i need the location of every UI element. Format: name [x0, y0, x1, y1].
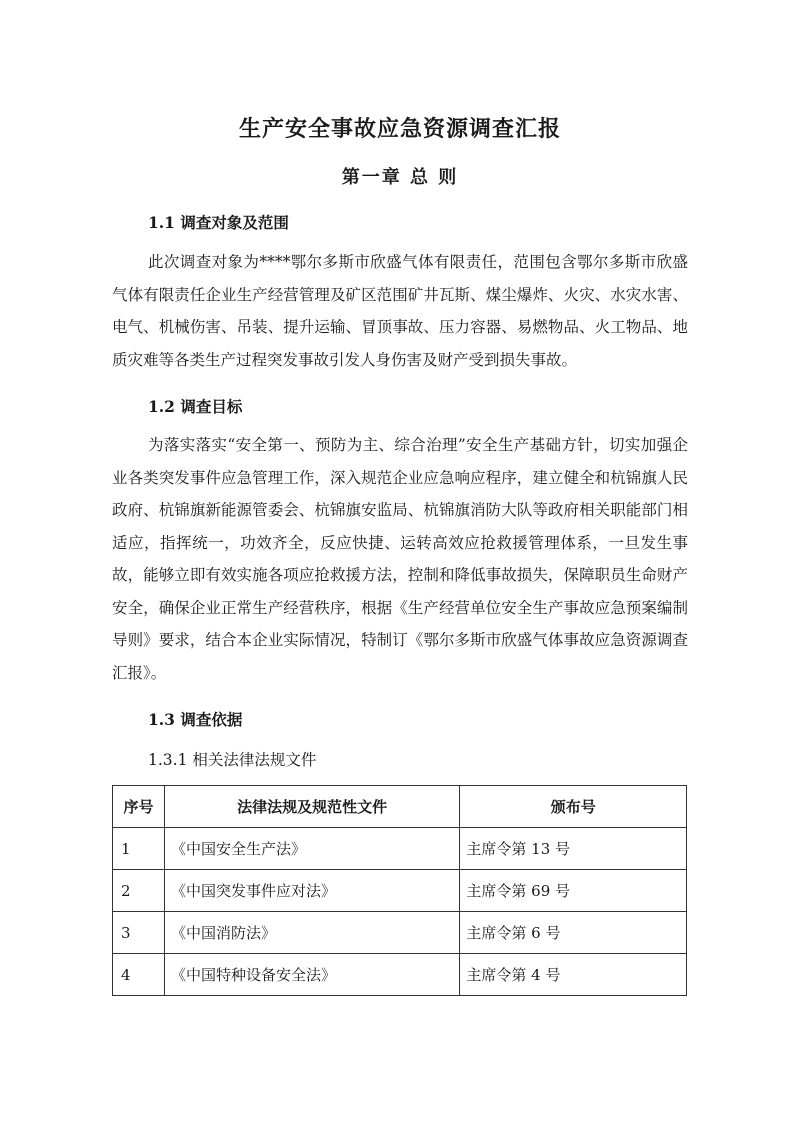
- cell-law: 《中国消防法》: [164, 912, 459, 954]
- law-table: [112, 785, 687, 996]
- column-header-index: 序号: [113, 786, 165, 828]
- cell-index: 2: [113, 870, 165, 912]
- table-row: [113, 870, 687, 912]
- cell-decree: 主席令第 6 号: [460, 912, 687, 954]
- cell-index: 3: [113, 912, 165, 954]
- chapter-heading: 第一章 总 则: [341, 167, 459, 188]
- cell-decree: 主席令第 69 号: [460, 870, 687, 912]
- table-row: [113, 954, 687, 996]
- cell-law: 《中国突发事件应对法》: [164, 870, 459, 912]
- table-header-row: [113, 786, 687, 828]
- cell-decree: 主席令第 4 号: [460, 954, 687, 996]
- cell-index: 4: [113, 954, 165, 996]
- section-paragraph-1-2: 为落实落实“安全第一、预防为主、综合治理”安全生产基础方针，切实加强企业各类突发事件应急管理工作，深入规范企业应急响应程序，建立健全和杭锦旗人民政府、杭锦旗新能源管委会、杭锦旗安监局、杭锦旗消防大队等政府相关职能部门相适应，指挥统一，功效齐全，反应快捷、运转高效应抢救援管理体系，一旦发生事故，能够立即有效实施各项应抢救援方法，控制和降低事故损失，保障职员生命财产安全，确保企业正常生产经营秩序，根据《生产经营单位安全生产事故应急预案编制导则》要求，结合本企业实际情况，特制订《鄂尔多斯市欣盛气体事故应急资源调查汇报》。: [112, 436, 688, 682]
- subsection-heading-1-3-1: 1.3.1 相关法律法规文件: [148, 751, 317, 769]
- cell-index: 1: [113, 828, 165, 870]
- table-row: [113, 828, 687, 870]
- column-header-law: 法律法规及规范性文件: [164, 786, 459, 828]
- document-title: 生产安全事故应急资源调查汇报: [238, 116, 561, 142]
- cell-law: 《中国特种设备安全法》: [164, 954, 459, 996]
- column-header-decree: 颁布号: [460, 786, 687, 828]
- cell-decree: 主席令第 13 号: [460, 828, 687, 870]
- section-heading-1-1: 1.1 调查对象及范围: [148, 213, 289, 232]
- cell-law: 《中国安全生产法》: [164, 828, 459, 870]
- table-row: [113, 912, 687, 954]
- section-heading-1-2: 1.2 调查目标: [148, 397, 243, 416]
- section-paragraph-1-1: 此次调查对象为****鄂尔多斯市欣盛气体有限责任，范围包含鄂尔多斯市欣盛气体有限责任企业生产经营管理及矿区范围矿井瓦斯、煤尘爆炸、火灾、水灾水害、电气、机械伤害、吊装、提升运输、冒顶事故、压力容器、易燃物品、火工物品、地质灾难等各类生产过程突发事故引发人身伤害及财产受到损失事故。: [112, 253, 688, 369]
- section-heading-1-3: 1.3 调查依据: [148, 710, 243, 729]
